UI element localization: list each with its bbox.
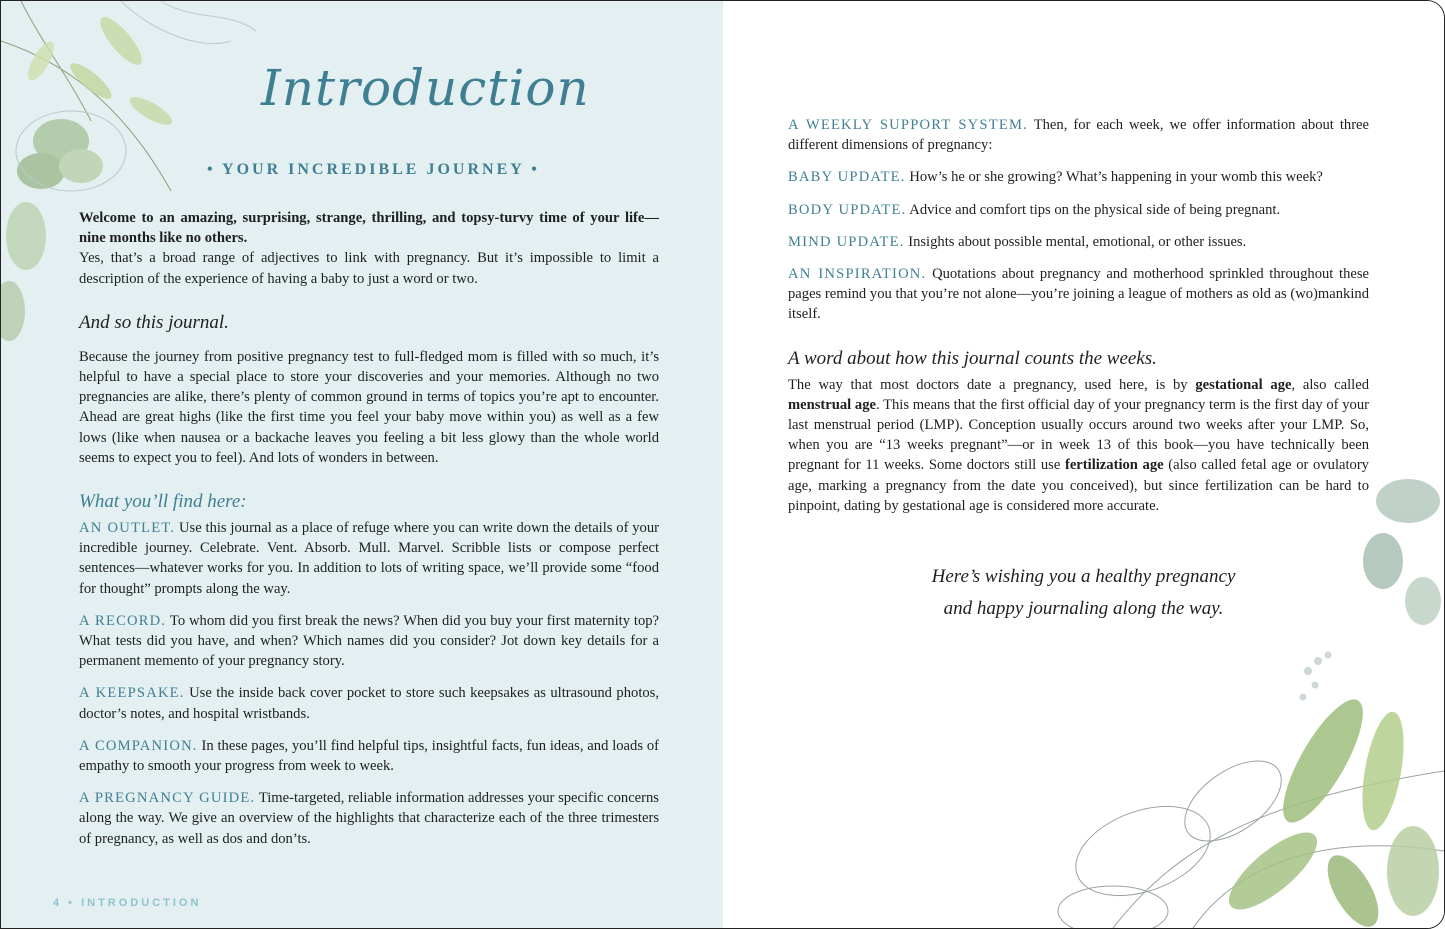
item-text: Quotations about pregnancy and motherhood sprinkled throughout these pages remind you that you’re not alone—you’re joining a league of mothers as old as (wo)mankind itself. bbox=[788, 266, 1370, 323]
term-gestational-age: gestational age bbox=[1195, 376, 1292, 393]
section-heading-journal: And so this journal. bbox=[79, 311, 229, 333]
item-text: Insights about possible mental, emotional, or other issues. bbox=[908, 233, 1247, 250]
welcome-body-text: Yes, that’s a broad range of adjectives to link with pregnancy. But it’s impossible to limit a description of the experience of having a baby to just a word or two. bbox=[79, 250, 659, 287]
weeks-body-text: The way that most doctors date a pregnancy, used here, is by gestational age, also called menstrual age. This means that the first official day of your pregnancy term is the first day of your last menstrual period (LMP). Conception usually occurs around two weeks after your LMP. So, when you are “13 weeks pregnant”—or in week 13 of this book—you have technically been pregnant for 11 weeks. Some doctors still use fertilization age (also called fetal age or ovulatory age, marking a pregnancy from the date you conceived), but since fertilization can be hard to pinpoint, dating by gestational age is considered more accurate. bbox=[788, 376, 1369, 514]
foliage-illustration-bottom-right bbox=[1053, 471, 1444, 928]
left-page bbox=[1, 1, 723, 928]
item-label: A PREGNANCY GUIDE. bbox=[79, 790, 256, 807]
item-text: Then, for each week, we offer information about three different dimensions of pregnancy: bbox=[788, 117, 1370, 154]
list-item bbox=[79, 518, 659, 599]
item-label: AN OUTLET. bbox=[79, 520, 176, 537]
item-label: BODY UPDATE. bbox=[788, 201, 907, 218]
list-item bbox=[79, 788, 659, 849]
item-label: A COMPANION. bbox=[79, 737, 198, 754]
item-label: AN INSPIRATION. bbox=[788, 266, 927, 283]
item-label: A KEEPSAKE. bbox=[79, 685, 185, 702]
list-item bbox=[788, 200, 1369, 220]
welcome-bold-text: Welcome to an amazing, surprising, strange, thrilling, and topsy-turvy time of your life—nine months like no others. bbox=[79, 210, 659, 247]
term-menstrual-age: menstrual age bbox=[788, 396, 876, 413]
page-folio: 4 • INTRODUCTION bbox=[53, 897, 202, 909]
closing-line-1: Here’s wishing you a healthy pregnancy bbox=[931, 566, 1236, 587]
term-fertilization-age: fertilization age bbox=[1064, 457, 1164, 474]
list-item bbox=[79, 683, 659, 723]
left-column bbox=[79, 208, 659, 861]
list-item bbox=[79, 736, 659, 776]
item-label: MIND UPDATE. bbox=[788, 233, 905, 250]
section-heading-find-here: What you’ll find here: bbox=[79, 491, 247, 513]
closing-line-2: and happy journaling along the way. bbox=[943, 598, 1224, 619]
list-item bbox=[788, 232, 1369, 252]
item-label: A WEEKLY SUPPORT SYSTEM. bbox=[788, 117, 1028, 133]
item-text: In these pages, you’ll find helpful tips, insightful facts, fun ideas, and loads of empathy to smooth your progress from week to week. bbox=[79, 737, 659, 775]
item-text: Advice and comfort tips on the physical side of being pregnant. bbox=[909, 201, 1281, 218]
list-item bbox=[79, 611, 659, 672]
list-item bbox=[788, 264, 1369, 325]
list-item bbox=[788, 167, 1369, 187]
item-text: To whom did you first break the news? When did you buy your first maternity top? What tests did you have, and when? Which names did you consider? Jot down key details for a permanent memento of your pregnancy story. bbox=[79, 612, 660, 670]
item-label: BABY UPDATE. bbox=[788, 169, 906, 186]
page-subtitle: • YOUR INCREDIBLE JOURNEY • bbox=[207, 161, 540, 178]
item-text: How’s he or she growing? What’s happening in your womb this week? bbox=[909, 169, 1323, 186]
item-text: Time-targeted, reliable information addresses your specific concerns along the way. We give an overview of the highlights that characterize each of the three trimesters of pregnancy, as well as dos and don’ts. bbox=[79, 790, 659, 847]
page-title: Introduction bbox=[261, 59, 590, 117]
right-page bbox=[723, 1, 1444, 928]
section-body-journal: Because the journey from positive pregnancy test to full-fledged mom is filled with so much, it’s helpful to have a special place to store your discoveries and your memories. Although no two pregnancies are alike, there’s plenty of common ground in terms of topics you’re apt to encounter. Ahead are great highs (like the first time you feel your baby move within you) as well as a few lows (like when nausea or a backache leaves you feeling a bit less glowy than the whole world seems to expect you to feel). And lots of wonders in between. bbox=[79, 348, 659, 466]
list-item bbox=[788, 115, 1369, 155]
item-text: Use this journal as a place of refuge where you can write down the details of your incredible journey. Celebrate. Vent. Absorb. Mull. Marvel. Scribble lists or compose perfect sentences—whatever works for you. In addition to lots of writing space, we’ll provide some “food for thought” prompts along the way. bbox=[79, 520, 659, 597]
item-text: Use the inside back cover pocket to store such keepsakes as ultrasound photos, doctor’s notes, and hospital wristbands. bbox=[79, 685, 659, 722]
item-label: A RECORD. bbox=[79, 612, 167, 629]
right-column bbox=[788, 115, 1369, 528]
section-heading-weeks: A word about how this journal counts the weeks. bbox=[788, 347, 1157, 369]
closing-message bbox=[723, 561, 1444, 625]
